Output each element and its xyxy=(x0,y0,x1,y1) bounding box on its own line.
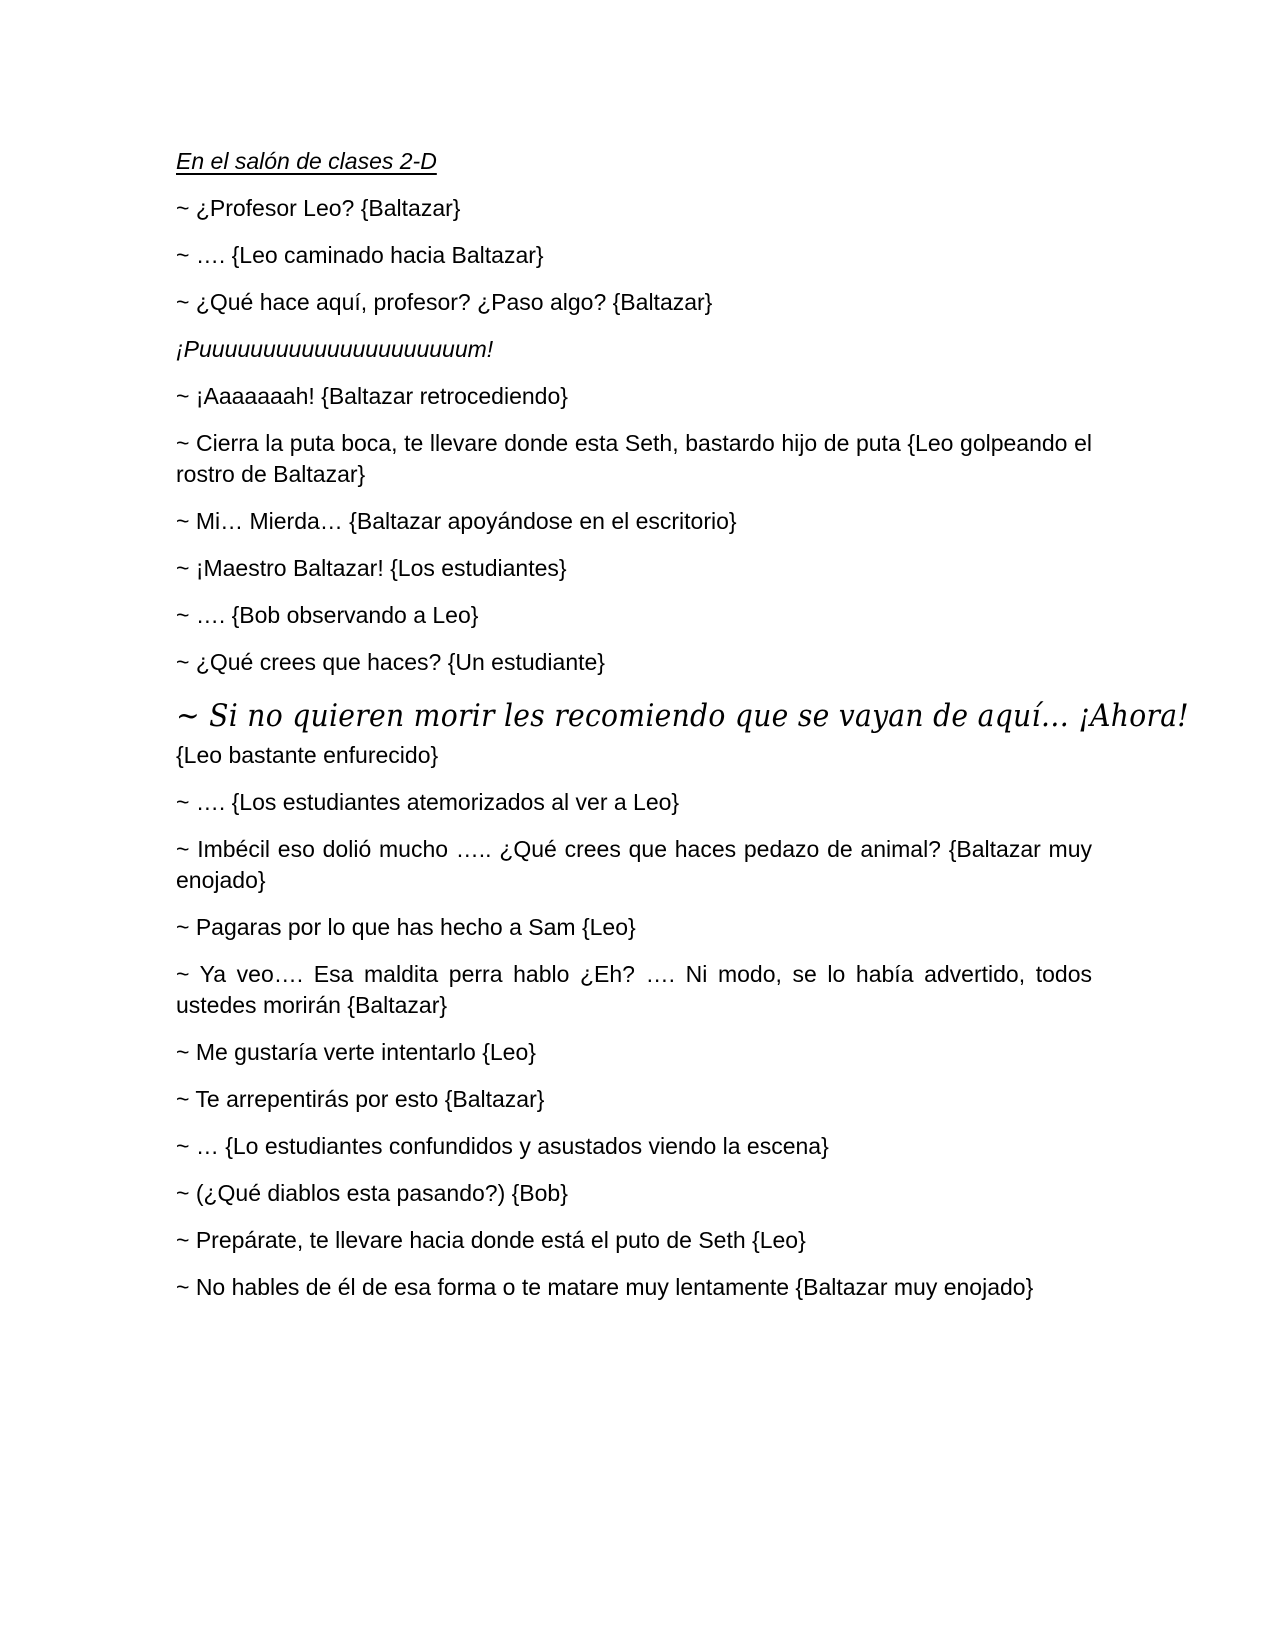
shout-line: ~ Si no quieren morir les recomiendo que se vayan de aquí… ¡Ahora! xyxy=(176,698,1189,734)
dialogue-line: ~ Prepárate, te llevare hacia donde está el puto de Seth {Leo} xyxy=(176,1227,806,1253)
dialogue-line: ~ Pagaras por lo que has hecho a Sam {Leo} xyxy=(176,914,636,940)
dialogue-line: ~ ¿Qué hace aquí, profesor? ¿Paso algo? {Baltazar} xyxy=(176,289,713,315)
shout-speaker-tag: {Leo bastante enfurecido} xyxy=(176,742,439,768)
dialogue-line: ~ ¡Aaaaaaah! {Baltazar retrocediendo} xyxy=(176,383,568,409)
sound-effect-line: ¡Puuuuuuuuuuuuuuuuuuuuum! xyxy=(176,336,494,362)
dialogue-line: ~ (¿Qué diablos esta pasando?) {Bob} xyxy=(176,1180,568,1206)
dialogue-line: ~ Te arrepentirás por esto {Baltazar} xyxy=(176,1086,545,1112)
dialogue-line: ~ Me gustaría verte intentarlo {Leo} xyxy=(176,1039,536,1065)
scene-heading: En el salón de clases 2-D xyxy=(176,148,437,174)
dialogue-line: ~ Ya veo…. Esa maldita perra hablo ¿Eh? …. Ni modo, se lo había advertido, todos ustedes morirán {Baltazar} xyxy=(176,961,1092,1018)
dialogue-line: ~ No hables de él de esa forma o te matare muy lentamente {Baltazar muy enojado} xyxy=(176,1274,1034,1300)
dialogue-line: ~ ¿Qué crees que haces? {Un estudiante} xyxy=(176,649,605,675)
dialogue-line: ~ Cierra la puta boca, te llevare donde esta Seth, bastardo hijo de puta {Leo golpeando el rostro de Baltazar} xyxy=(176,430,1092,487)
dialogue-line: ~ ¡Maestro Baltazar! {Los estudiantes} xyxy=(176,555,567,581)
dialogue-line: ~ …. {Bob observando a Leo} xyxy=(176,602,479,628)
dialogue-line: ~ …. {Los estudiantes atemorizados al ver a Leo} xyxy=(176,789,680,815)
dialogue-line: ~ ¿Profesor Leo? {Baltazar} xyxy=(176,195,461,221)
dialogue-line: ~ Imbécil eso dolió mucho ….. ¿Qué crees que haces pedazo de animal? {Baltazar muy enojado} xyxy=(176,836,1092,893)
dialogue-line: ~ Mi… Mierda… {Baltazar apoyándose en el escritorio} xyxy=(176,508,737,534)
dialogue-line: ~ …. {Leo caminado hacia Baltazar} xyxy=(176,242,544,268)
shout-block xyxy=(176,694,1189,771)
dialogue-line: ~ … {Lo estudiantes confundidos y asustados viendo la escena} xyxy=(176,1133,829,1159)
document-body xyxy=(176,146,1189,1319)
